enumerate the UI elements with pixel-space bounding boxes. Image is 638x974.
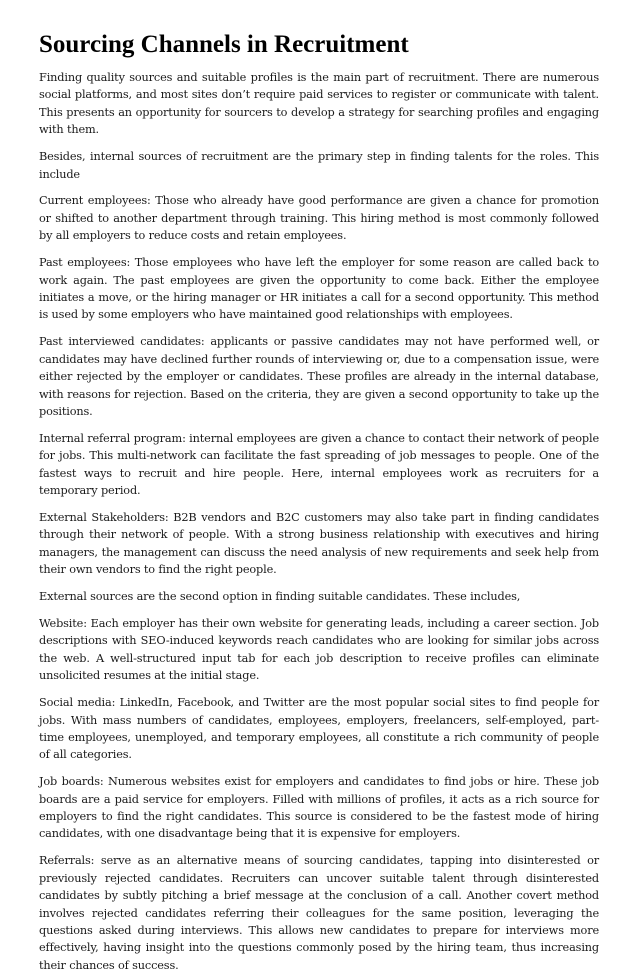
paragraph-job-boards: Job boards: Numerous websites exist for employers and candidates to find jobs or hire. These job boards are a paid service for employers. Filled with millions of profiles, it acts as a rich source for employers to find the right candidates. This source is considered to be the fastest mode of hiring candidates, with one disadvantage being that it is expensive for employers. bbox=[39, 775, 599, 841]
paragraph-social-media: Social media: LinkedIn, Facebook, and Twitter are the most popular social sites to find people for jobs. With mass numbers of candidates, employees, employers, freelancers, self-employed, part-time employees, unemployed, and temporary employees, all constitute a rich community of people of all categories. bbox=[39, 696, 599, 762]
paragraph-current-employees: Current employees: Those who already have good performance are given a chance for promotion or shifted to another department through training. This hiring method is most commonly followed by all employers to reduce costs and retain employees. bbox=[39, 194, 599, 243]
paragraph-website: Website: Each employer has their own website for generating leads, including a career section. Job descriptions with SEO-induced keywords reach candidates who are looking for similar jobs across the web. A well-structured input tab for each job description to receive profiles can eliminate unsolicited resumes at the initial stage. bbox=[39, 616, 599, 683]
paragraph-past-interviewed: Past interviewed candidates: applicants or passive candidates may not have performed well, or candidates may have declined further rounds of interviewing or, due to a compensation issue, were either rejected by the employer or candidates. These profiles are already in the internal database, with reasons for rejection. Based on the criteria, they are given a second opportunity to take up the positions. bbox=[39, 335, 599, 418]
paragraph-internal-referral: Internal referral program: internal employees are given a chance to contact their network of people for jobs. This multi-network can facilitate the fast spreading of job messages to people. One of the fastest ways to recruit and hire people. Here, internal employees work as recruiters for a temporary period. bbox=[39, 431, 599, 498]
paragraph-intro: Finding quality sources and suitable profiles is the main part of recruitment. There are numerous social platforms, and most sites don’t require paid services to register or communicate with talent. This presents an opportunity for sourcers to develop a strategy for searching profiles and engaging with them. bbox=[39, 71, 599, 137]
paragraph-past-employees: Past employees: Those employees who have left the employer for some reason are called back to work again. The past employees are given the opportunity to come back. Either the employee initiates a move, or the hiring manager or HR initiates a call for a second opportunity. This method is used by some employers who have maintained good relationships with employees. bbox=[39, 256, 599, 322]
document-title: Sourcing Channels in Recruitment bbox=[39, 31, 409, 58]
paragraph-external-stakeholders: External Stakeholders: B2B vendors and B2C customers may also take part in finding candidates through their network of people. With a strong business relationship with executives and hiring managers, the management can discuss the need analysis of new requirements and seek help from their own vendors to find the right people. bbox=[39, 510, 599, 577]
paragraph-internal-sources: Besides, internal sources of recruitment are the primary step in finding talents for the roles. This include bbox=[39, 150, 599, 181]
paragraph-referrals: Referrals: serve as an alternative means of sourcing candidates, tapping into disinterested or previously rejected candidates. Recruiters can uncover suitable talent through disinterested candidates by subtly pitching a brief message at the conclusion of a call. Another covert method involves rejected candidates referring their colleagues for the same position, leveraging the questions asked during interviews. This allows new candidates to prepare for interviews more effectively, having insight into the questions commonly posed by the hiring team, thus increasing their chances of success. bbox=[39, 854, 599, 972]
paragraph-external-sources: External sources are the second option in finding suitable candidates. These includes, bbox=[39, 590, 521, 604]
